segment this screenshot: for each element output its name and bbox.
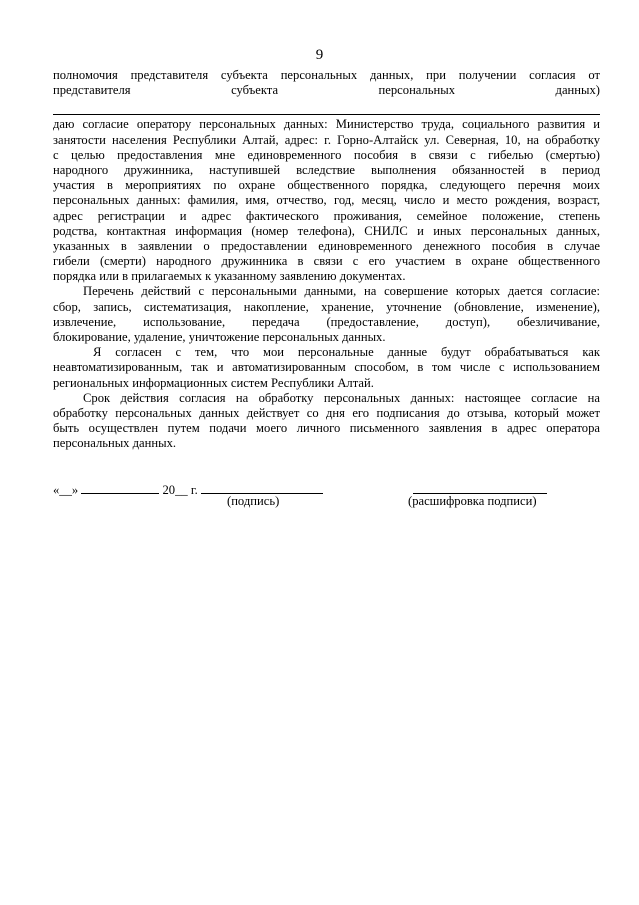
- signature-blank-line: [201, 481, 323, 494]
- consent-line: даю согласие оператору персональных данных: Министерство труда, социального развития и: [53, 117, 600, 132]
- signature-caption: (подпись): [227, 494, 280, 508]
- validity-paragraph: [53, 391, 600, 452]
- processing-line: неавтоматизированным, так и автоматизированным способом, в том числе с использованием: [53, 360, 600, 375]
- decoding-caption: (расшифровка подписи): [408, 494, 537, 508]
- header-line-1: полномочия представителя субъекта персональных данных, при получении согласия от: [53, 68, 600, 82]
- actions-line: сбор, запись, систематизация, накопление, хранение, уточнение (обновление, изменение),: [53, 299, 600, 314]
- date-field: [53, 481, 323, 498]
- year-placeholder: 20__ г.: [162, 483, 198, 497]
- page-number: 9: [315, 47, 324, 63]
- consent-line: народного дружинника, наступившей вследствие выполнения обязанностей в период: [53, 162, 600, 177]
- blank-fill-line: [53, 98, 600, 115]
- consent-paragraph: [53, 117, 600, 284]
- processing-method-paragraph: [53, 345, 600, 391]
- consent-line: указанных в заявлении о предоставлении единовременного денежного пособия в случае: [53, 238, 600, 253]
- processing-line: региональных информационных систем Республики Алтай.: [53, 375, 374, 390]
- header-line-2: представителя субъекта персональных данных): [53, 83, 600, 98]
- consent-line: родства, контактная информация (номер телефона), СНИЛС и иных персональных данных,: [53, 223, 600, 238]
- processing-line: Я согласен с тем, что мои персональные данные будут обрабатываться как: [93, 345, 600, 360]
- consent-line: порядка или в прилагаемых к указанному заявлению документах.: [53, 269, 406, 284]
- validity-line: быть осуществлен путем подачи моего личного письменного заявления в адрес оператора: [53, 421, 600, 436]
- consent-line: персональных данных: фамилия, имя, отчество, год, месяц, число и место рождения, возраст,: [53, 193, 600, 208]
- consent-line: гибели (смерти) народного дружинника в связи с его участием в охране общественного: [53, 254, 600, 269]
- actions-line: блокирование, удаление, уничтожение персональных данных.: [53, 330, 386, 344]
- consent-line: с целью предоставления мне единовременного пособия в связи с гибелью (смертью): [53, 147, 600, 162]
- month-blank-line: [81, 481, 159, 494]
- consent-line: адрес регистрации и адрес фактического проживания, семейное положение, степень: [53, 208, 600, 223]
- validity-line: Срок действия согласия на обработку персональных данных: настоящее согласие на: [83, 390, 600, 405]
- validity-line: персональных данных.: [53, 436, 177, 451]
- day-placeholder: «__»: [53, 483, 79, 497]
- actions-paragraph: [53, 284, 600, 345]
- actions-line: извлечение, использование, передача (предоставление, доступ), обезличивание,: [53, 314, 600, 329]
- signature-block: [53, 481, 600, 521]
- document-body: [53, 68, 600, 452]
- validity-line: обработку персональных данных действует со дня его подписания до отзыва, который может: [53, 405, 600, 420]
- consent-line: участия в мероприятиях по охране общественного порядка, следующего перечня моих: [53, 178, 600, 193]
- actions-line: Перечень действий с персональными данными, на совершение которых дается согласие:: [83, 284, 600, 299]
- decoding-blank-line: [413, 481, 547, 494]
- consent-line: занятости населения Республики Алтай, адрес: г. Горно-Алтайск ул. Северная, 10, на обработку: [53, 132, 600, 147]
